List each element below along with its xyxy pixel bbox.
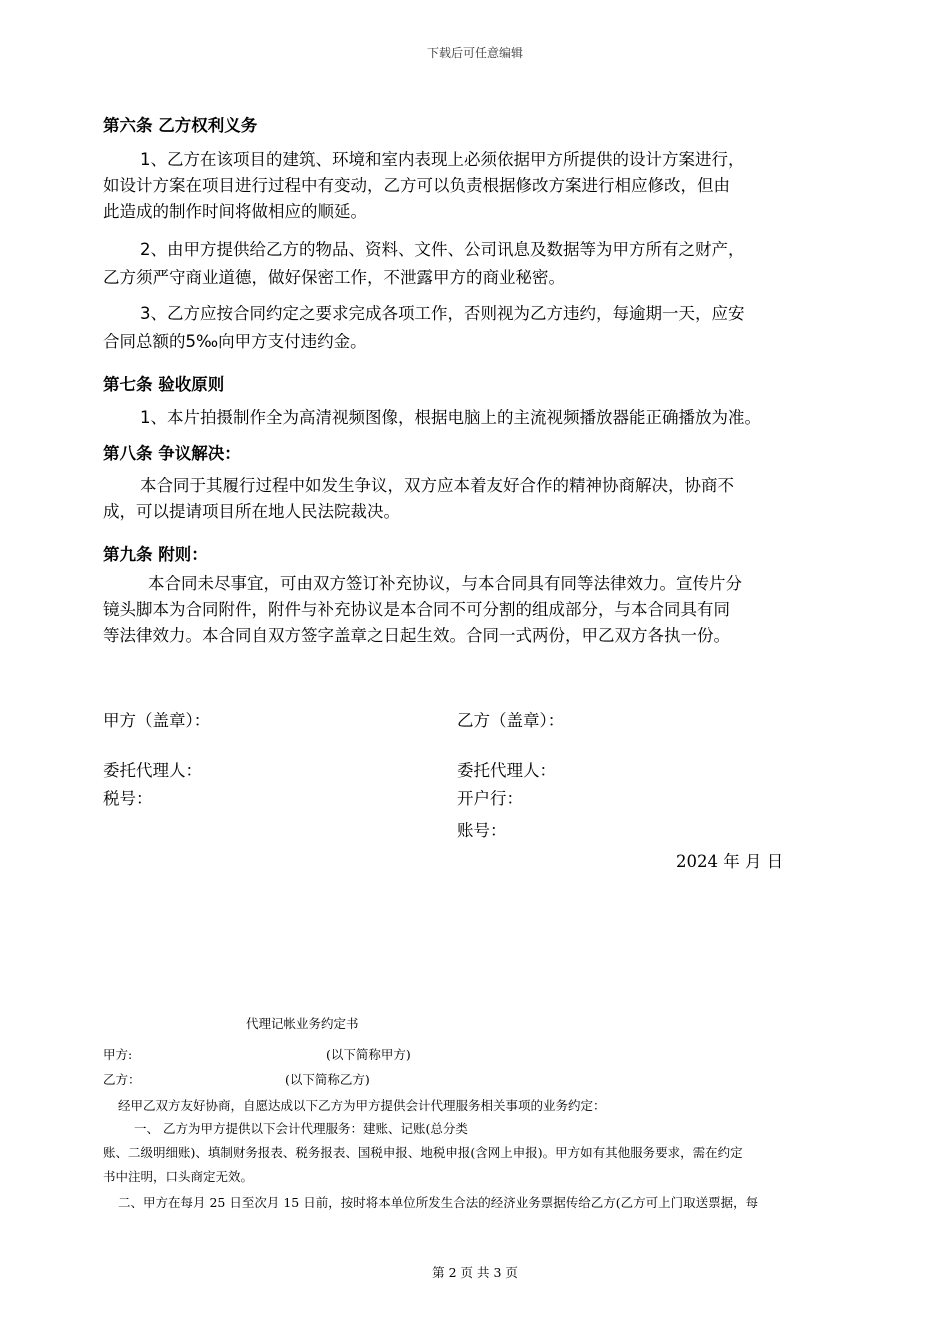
page-header: 下载后可任意编辑 [426,46,523,60]
party-a-seal-label: 甲方（盖章）： [103,711,211,730]
text-line: 等法律效力。本合同自双方签字盖章之日起生效。合同一式两份，甲乙双方各执一份。 [103,626,730,645]
party-b-bank-label: 开户行： [457,789,523,808]
text-line: 1、本片拍摄制作全为高清视频图像，根据电脑上的主流视频播放器能正确播放为准。 [140,408,761,427]
party-a-tax-label: 税号： [103,789,153,808]
article-9-title: 第九条 附则： [103,545,208,564]
agreement-intro: 经甲乙双方友好协商，自愿达成以下乙方为甲方提供会计代理服务相关事项的业务约定： [118,1098,606,1113]
article-8-paragraph-1 [103,473,848,525]
article-6-paragraph-2 [103,236,848,292]
article-7-title: 第七条 验收原则 [103,375,225,394]
party-b-seal-label: 乙方（盖章）： [457,711,565,730]
party-a-agent-label: 委托代理人： [103,761,202,780]
text-line: 3、乙方应按合同约定之要求完成各项工作，否则视为乙方违约，每逾期一天，应安 [140,304,745,323]
text-line: 本合同未尽事宜，可由双方签订补充协议，与本合同具有同等法律效力。宣传片分 [148,574,742,593]
clause-1-line-2: 账、二级明细账)、填制财务报表、税务报表、国税申报、地税申报(含网上申报)。甲方如有其他服务要求，需在约定 [103,1145,743,1160]
party-a-label: 甲方: [103,1047,133,1062]
article-9-paragraph-1 [103,571,848,649]
party-a-note: (以下简称甲方) [326,1047,411,1062]
text-line: 如设计方案在项目进行过程中有变动，乙方可以负责根据修改方案进行相应修改，但由 [103,176,730,195]
agreement-title: 代理记帐业务约定书 [246,1016,359,1031]
party-b-account-label: 账号： [457,821,507,840]
article-6-paragraph-1 [103,147,848,225]
article-8-title: 第八条 争议解决： [103,444,241,463]
party-b-note: (以下简称乙方) [285,1072,370,1087]
text-line: 此造成的制作时间将做相应的顺延。 [103,202,367,221]
text-line: 成，可以提请项目所在地人民法院裁决。 [103,502,400,521]
party-b-agent-label: 委托代理人： [457,761,556,780]
text-line: 本合同于其履行过程中如发生争议，双方应本着友好合作的精神协商解决，协商不 [140,476,734,495]
text-line: 乙方须严守商业道德，做好保密工作，不泄露甲方的商业秘密。 [103,268,565,287]
text-line: 镜头脚本为合同附件，附件与补充协议是本合同不可分割的组成部分，与本合同具有同 [103,600,730,619]
article-6-paragraph-3 [103,300,848,356]
clause-1-line-3: 书中注明，口头商定无效。 [103,1169,254,1184]
text-line: 1、乙方在该项目的建筑、环境和室内表现上必须依据甲方所提供的设计方案进行， [140,150,745,169]
signing-date: 2024 年 月 日 [676,852,784,871]
text-line: 2、由甲方提供给乙方的物品、资料、文件、公司讯息及数据等为甲方所有之财产， [140,240,745,259]
clause-1-line-1: 一、 乙方为甲方提供以下会计代理服务：建账、记账(总分类 [134,1121,468,1136]
article-7-paragraph-1 [103,405,848,431]
article-6-title: 第六条 乙方权利义务 [103,116,258,135]
page-footer: 第 2 页 共 3 页 [432,1265,518,1280]
party-b-label: 乙方： [103,1072,141,1087]
text-line: 合同总额的5‰向甲方支付违约金。 [103,332,367,351]
clause-2-line-1: 二、甲方在每月 25 日至次月 15 日前，按时将本单位所发生合法的经济业务票据传给乙方(乙方可上门取送票据，每 [118,1195,759,1210]
